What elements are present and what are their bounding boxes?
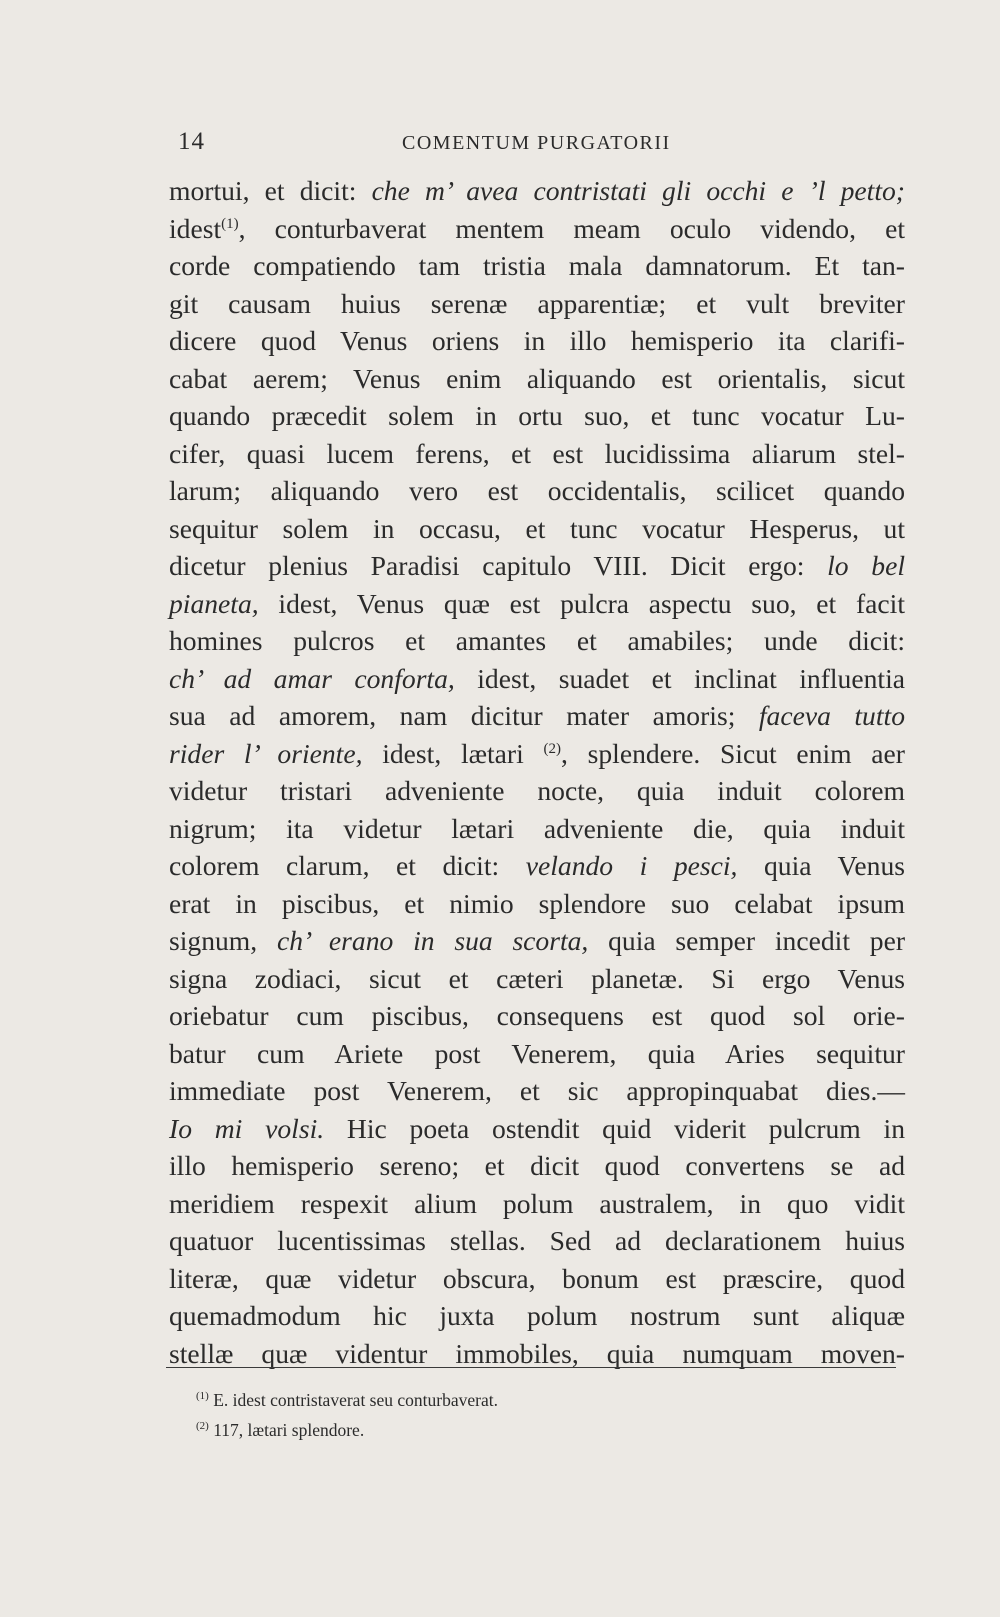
text-segment: Hic poeta ostendit quid viderit pulcrum in <box>324 1112 905 1144</box>
running-title: COMENTUM PURGATORII <box>402 132 671 154</box>
running-head <box>178 128 905 168</box>
text-line <box>169 397 905 435</box>
text-line <box>169 847 905 885</box>
text-segment: corde compatiendo tam tristia mala damnatorum. Et tan- <box>169 250 905 281</box>
text-segment: immediate post Venerem, et sic appropinquabat dies.— <box>169 1075 905 1106</box>
text-segment: idest <box>169 212 222 244</box>
text-line <box>169 247 905 285</box>
text-segment: nigrum; ita videtur lætari adveniente die, quia induit <box>169 812 905 844</box>
text-line <box>169 172 905 210</box>
text-line <box>169 735 905 773</box>
footnote <box>196 1413 816 1443</box>
text-segment: idest, lætari <box>362 737 544 769</box>
text-segment: quemadmodum hic juxta polum nostrum sunt aliquæ <box>169 1300 905 1331</box>
text-segment: signa zodiaci, sicut et cæteri planetæ. Si ergo Venus <box>169 962 905 994</box>
text-line <box>169 360 905 398</box>
footnote <box>196 1383 816 1413</box>
text-line <box>169 1297 905 1335</box>
text-line <box>169 885 905 923</box>
quoted-verse-text: ch’ ad amar conforta, <box>169 662 455 694</box>
text-segment: dicere quod Venus oriens in illo hemisperio ita clarifi- <box>169 325 905 356</box>
text-line <box>169 697 905 735</box>
text-segment: larum; aliquando vero est occidentalis, scilicet quando <box>169 475 905 506</box>
text-segment: homines pulcros et amantes et amabiles; unde dicit: <box>169 625 905 656</box>
text-segment: literæ, quæ videtur obscura, bonum est præscire, quod <box>169 1262 905 1294</box>
text-line <box>169 810 905 848</box>
text-segment: erat in piscibus, et nimio splendore suo celabat ipsum <box>169 887 905 919</box>
text-line <box>169 285 905 323</box>
text-segment: idest, Venus quæ est pulcra aspectu suo, et facit <box>258 587 905 619</box>
text-line <box>169 997 905 1035</box>
text-line <box>169 322 905 360</box>
text-segment: cifer, quasi lucem ferens, et est lucidissima aliarum stel- <box>169 437 905 469</box>
quoted-verse-text: lo bel <box>827 550 905 581</box>
text-segment: sua ad amorem, nam dicitur mater amoris; <box>169 700 759 731</box>
text-line <box>169 547 905 585</box>
commentary-body-text <box>169 172 905 1372</box>
text-segment: idest, suadet et inclinat influentia <box>454 662 905 694</box>
text-segment: quatuor lucentissimas stellas. Sed ad declarationem huius <box>169 1225 905 1256</box>
text-line <box>169 660 905 698</box>
text-line <box>169 1147 905 1185</box>
quoted-verse-text: ch’ erano in sua scorta, <box>276 925 589 956</box>
text-line <box>169 472 905 510</box>
footnote-rule <box>166 1367 896 1368</box>
footnote-text: E. idest contristaverat seu conturbaverat. <box>208 1389 498 1410</box>
quoted-verse-text: Io mi volsi. <box>169 1112 325 1144</box>
text-line <box>169 1072 905 1110</box>
text-line <box>169 622 905 660</box>
page-number: 14 <box>178 128 205 155</box>
text-line <box>169 1260 905 1298</box>
quoted-verse-text: che m’ avea contristati gli occhi e ’l petto; <box>371 175 905 206</box>
text-line <box>169 922 905 960</box>
footnote-text: 117, lætari splendore. <box>208 1419 365 1440</box>
text-segment: git causam huius serenæ apparentiæ; et vult breviter <box>169 287 905 319</box>
text-segment: colorem clarum, et dicit: <box>169 850 526 881</box>
footnote-reference: (2) <box>543 740 561 757</box>
text-line <box>169 1222 905 1260</box>
text-segment: oriebatur cum piscibus, consequens est quod sol orie- <box>169 1000 905 1031</box>
text-segment: illo hemisperio sereno; et dicit quod convertens se ad <box>169 1150 905 1181</box>
footnote-reference: (1) <box>221 215 239 232</box>
text-segment: batur cum Ariete post Venerem, quia Aries sequitur <box>169 1037 905 1069</box>
text-line <box>169 960 905 998</box>
footnote-marker: (1) <box>196 1390 209 1402</box>
text-segment: , splendere. Sicut enim aer <box>561 737 905 769</box>
text-segment: quando præcedit solem in ortu suo, et tunc vocatur Lu- <box>169 400 905 431</box>
quoted-verse-text: velando i pesci, <box>525 850 738 881</box>
text-line <box>169 435 905 473</box>
text-line <box>169 1110 905 1148</box>
text-segment: sequitur solem in occasu, et tunc vocatur Hesperus, ut <box>169 512 905 544</box>
text-segment: cabat aerem; Venus enim aliquando est orientalis, sicut <box>169 362 905 394</box>
footnotes <box>196 1383 816 1443</box>
quoted-verse-text: rider l’ oriente, <box>169 737 363 769</box>
text-segment: , conturbaverat mentem meam oculo videndo, et <box>238 212 905 244</box>
text-segment: quia semper incedit per <box>588 925 906 956</box>
text-line <box>169 510 905 548</box>
text-segment: stellæ quæ videntur immobiles, quia numquam moven- <box>169 1337 905 1369</box>
text-segment: signum, <box>169 925 277 956</box>
text-line <box>169 772 905 810</box>
text-segment: dicetur plenius Paradisi capitulo VIII. Dicit ergo: <box>169 550 828 581</box>
text-segment: quia Venus <box>737 850 905 881</box>
footnote-marker: (2) <box>196 1419 209 1432</box>
text-line <box>169 585 905 623</box>
quoted-verse-text: faceva tutto <box>758 700 905 731</box>
text-line <box>169 210 905 248</box>
text-segment: meridiem respexit alium polum australem, in quo vidit <box>169 1187 905 1219</box>
text-line <box>169 1035 905 1073</box>
text-line <box>169 1185 905 1223</box>
text-segment: mortui, et dicit: <box>169 175 372 206</box>
text-segment: videtur tristari adveniente nocte, quia induit colorem <box>169 775 905 806</box>
quoted-verse-text: pianeta, <box>169 587 259 619</box>
